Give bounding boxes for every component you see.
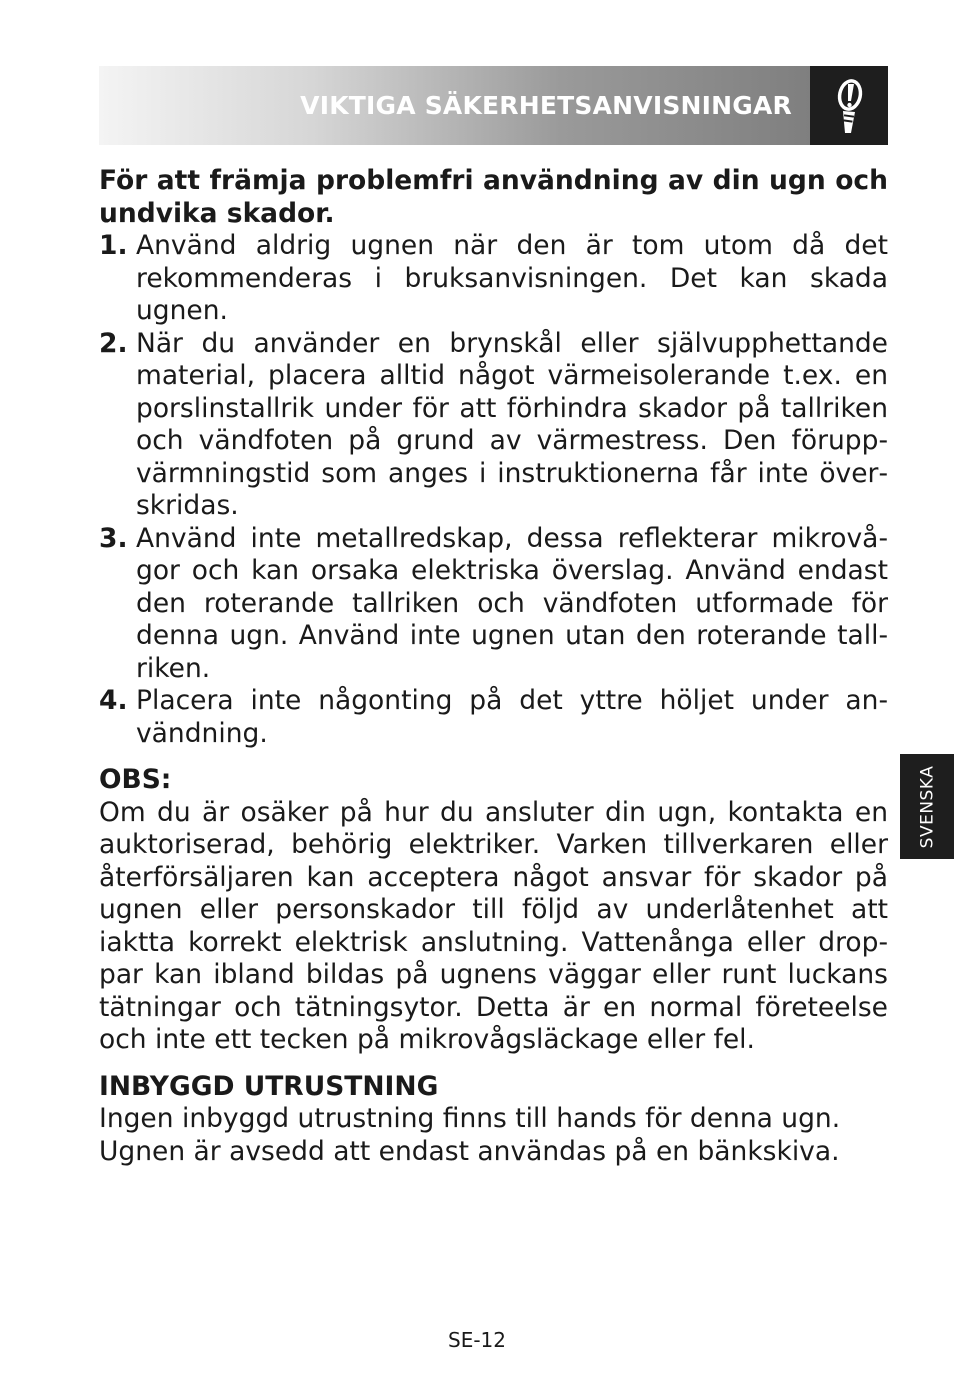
item-number: 1.	[99, 230, 128, 261]
safety-list	[99, 230, 888, 750]
intro-text: För att främja problemfri användning av din ugn och undvika skador.	[99, 165, 888, 229]
item-number: 4.	[99, 685, 128, 716]
item-number: 2.	[99, 327, 128, 359]
page-content	[99, 165, 888, 1168]
list-item	[99, 685, 888, 750]
item-text: Använd inte metallredskap, dessa reflekterar mikrovågor och kan orsaka elektriska överslag. Använd endast den roterande tallriken och vändfoten utformade för denna ugn. Använd inte ugnen utan den roterande tallriken.	[136, 522, 888, 684]
obs-text: Om du är osäker på hur du ansluter din ugn, kontakta en auktoriserad, behörig elektriker. Varken tillverkaren eller återförsäljaren kan acceptera något ansvar för skador på ugnen eller personskador till följd av underlåtenhet att iaktta korrekt elektrisk anslutning. Vattenånga eller droppar kan ibland bildas på ugnens väggar eller runt luckans tätningar och tätningsytor. Detta är en normal företeelse och inte ett tecken på mikrovågsläckage eller fel.	[99, 796, 888, 1055]
list-item	[99, 230, 888, 328]
language-tab-label: SVENSKA	[917, 765, 937, 848]
section-header	[99, 66, 888, 145]
item-text: När du använder en brynskål eller självupphettande material, placera alltid något värmeisolerande t.ex. en porslinstallrik under för att förhindra skador på tallriken och vändfoten på grund av värmestress. Den föruppvärmningstid som anges i instruktionerna får inte överskridas.	[136, 327, 888, 521]
exclamation-lightbulb-icon	[831, 75, 867, 137]
list-item	[99, 328, 888, 523]
header-icon-box	[810, 66, 888, 145]
header-bar	[99, 66, 810, 145]
builtin-line-1: Ingen inbyggd utrustning finns till hands för denna ugn.	[99, 1103, 841, 1134]
item-text: Placera inte någonting på det yttre höljet under användning.	[136, 685, 888, 749]
language-tab	[900, 754, 954, 859]
obs-heading: OBS:	[99, 764, 172, 795]
page-number: SE-12	[448, 1328, 506, 1352]
builtin-heading: INBYGGD UTRUSTNING	[99, 1070, 439, 1102]
item-number: 3.	[99, 522, 128, 554]
header-title: VIKTIGA SÄKERHETSANVISNINGAR	[300, 91, 792, 120]
list-item	[99, 523, 888, 686]
builtin-line-2: Ugnen är avsedd att endast användas på en bänkskiva.	[99, 1135, 840, 1167]
item-text: Använd aldrig ugnen när den är tom utom då det rekommenderas i bruksanvisningen. Det kan skada ugnen.	[136, 230, 888, 326]
